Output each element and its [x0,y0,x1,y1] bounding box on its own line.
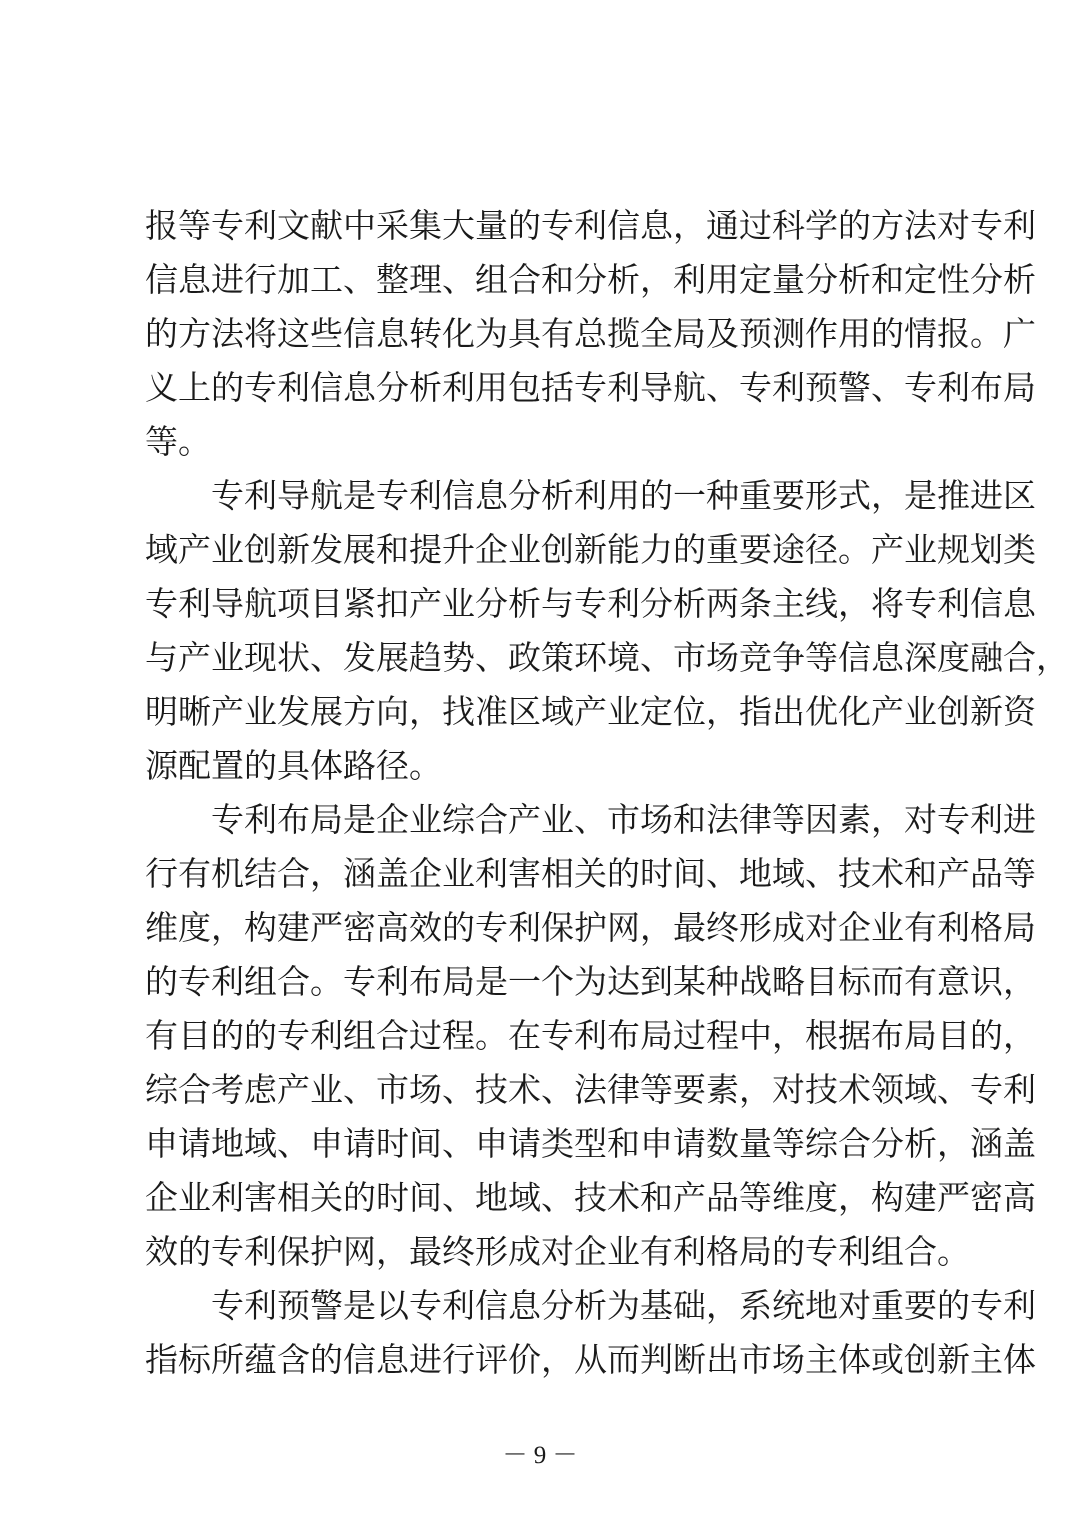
text-line: 维度，构建严密高效的专利保护网，最终形成对企业有利格局 [145,908,1036,947]
text-line: 义上的专利信息分析利用包括专利导航、专利预警、专利布局 [145,368,1036,407]
text-line: 的方法将这些信息转化为具有总揽全局及预测作用的情报。广 [145,314,1036,353]
text-line: 的专利组合。专利布局是一个为达到某种战略目标而有意识， [145,962,1036,1001]
text-line: 专利导航是专利信息分析利用的一种重要形式，是推进区 [145,476,1036,515]
text-line: 申请地域、申请时间、申请类型和申请数量等综合分析，涵盖 [145,1124,1036,1163]
text-line: 专利预警是以专利信息分析为基础，系统地对重要的专利 [145,1286,1036,1325]
text-line: 有目的的专利组合过程。在专利布局过程中，根据布局目的， [145,1016,1036,1055]
text-line: 报等专利文献中采集大量的专利信息，通过科学的方法对专利 [145,206,1036,245]
text-line: 域产业创新发展和提升企业创新能力的重要途径。产业规划类 [145,530,1036,569]
text-line: 专利导航项目紧扣产业分析与专利分析两条主线，将专利信息 [145,584,1036,623]
page-number: － 9 － [502,1442,578,1469]
text-line: 综合考虑产业、市场、技术、法律等要素，对技术领域、专利 [145,1070,1036,1109]
text-line: 源配置的具体路径。 [145,746,442,785]
text-line: 专利布局是企业综合产业、市场和法律等因素，对专利进 [145,800,1036,839]
text-line: 与产业现状、发展趋势、政策环境、市场竞争等信息深度融合， [145,638,1069,677]
text-line: 等。 [145,422,211,461]
text-line: 行有机结合，涵盖企业利害相关的时间、地域、技术和产品等 [145,854,1036,893]
text-line: 效的专利保护网，最终形成对企业有利格局的专利组合。 [145,1232,970,1271]
text-line: 明晰产业发展方向，找准区域产业定位，指出优化产业创新资 [145,692,1036,731]
text-line: 指标所蕴含的信息进行评价，从而判断出市场主体或创新主体 [145,1340,1036,1379]
text-line: 信息进行加工、整理、组合和分析，利用定量分析和定性分析 [145,260,1036,299]
text-line: 企业利害相关的时间、地域、技术和产品等维度，构建严密高 [145,1178,1036,1217]
